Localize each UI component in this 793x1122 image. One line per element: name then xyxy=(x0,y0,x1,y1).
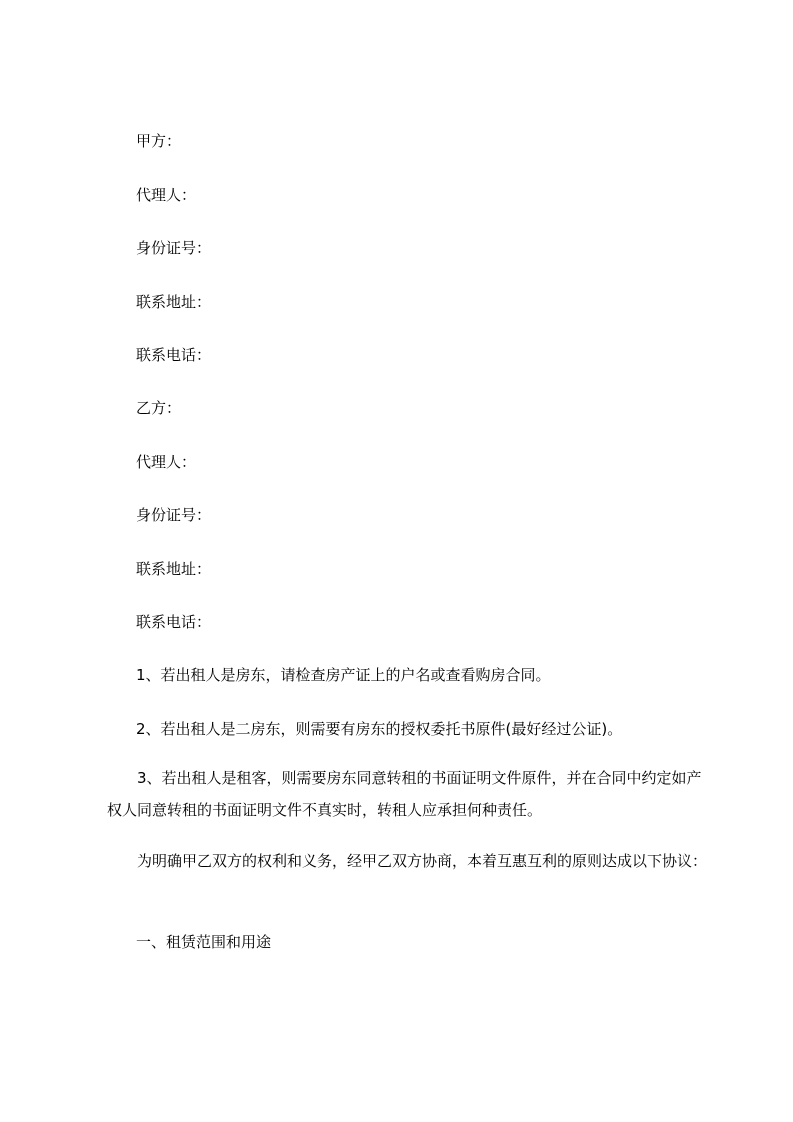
party-b-id-label: 身份证号： xyxy=(136,506,212,524)
note-2: 2、若出租人是二房东，则需要有房东的授权委托书原件(最好经过公证)。 xyxy=(136,720,623,738)
section-1-heading: 一、租赁范围和用途 xyxy=(136,933,272,951)
party-a-address-label: 联系地址： xyxy=(136,293,212,311)
preamble-paragraph: 为明确甲乙双方的权利和义务，经甲乙双方协商，本着互惠互利的原则达成以下协议： xyxy=(137,852,708,870)
note-1: 1、若出租人是房东，请检查房产证上的户名或查看购房合同。 xyxy=(136,666,551,684)
party-a-id-label: 身份证号： xyxy=(136,239,212,257)
party-b-address-label: 联系地址： xyxy=(136,560,212,578)
party-a-phone-label: 联系电话： xyxy=(136,346,212,364)
party-b-label: 乙方： xyxy=(136,399,182,417)
party-b-phone-label: 联系电话： xyxy=(136,613,212,631)
party-b-agent-label: 代理人： xyxy=(136,453,197,471)
party-a-agent-label: 代理人： xyxy=(136,186,197,204)
party-a-label: 甲方： xyxy=(136,132,182,150)
note-3: 3、若出租人是租客，则需要房东同意转租的书面证明文件原件，并在合同中约定如产权人同意转租的书面证明文件不真实时，转租人应承担何种责任。 xyxy=(107,769,702,819)
